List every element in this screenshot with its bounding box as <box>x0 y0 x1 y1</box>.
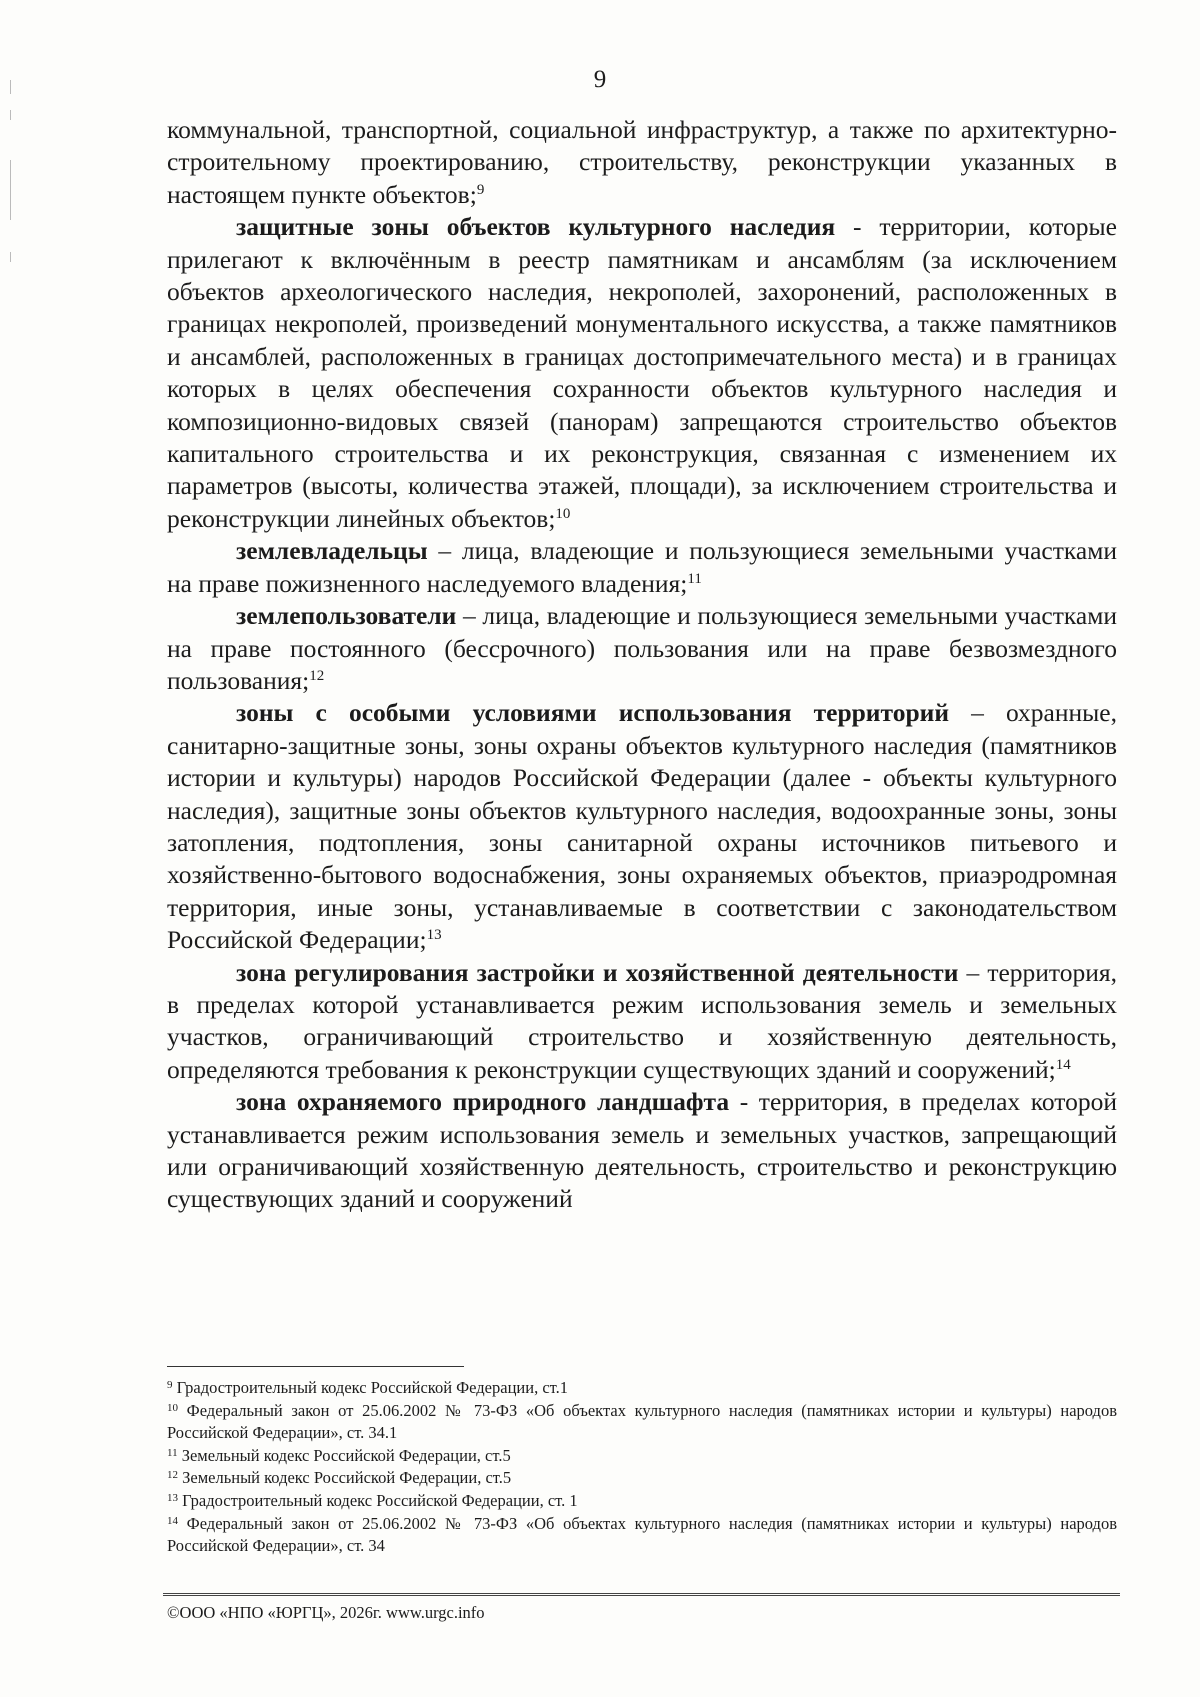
paragraph-text: – территория, в пределах которой устанавливается режим использования земель и земельных участков, ограничивающий строительство и хозяйственную деятельность, определяются требования к реконструкции существующих зданий и сооружений; <box>167 957 1117 1084</box>
footnote-number: 14 <box>167 1514 178 1527</box>
paragraph <box>167 600 1117 697</box>
footnote-ref: 9 <box>476 181 485 198</box>
footnote <box>167 1400 1117 1445</box>
paragraph-text: – лица, владеющие и пользующиеся земельными участками на праве постоянного (бессрочного) пользования или на праве безвозмездного пользования; <box>167 601 1117 695</box>
paragraph <box>167 535 1117 600</box>
footnote-number: 10 <box>167 1401 178 1414</box>
paragraph-text: коммунальной, транспортной, социальной инфраструктур, а также по архитектурно-строительному проектированию, строительству, реконструкции указанных в настоящем пункте объектов; <box>167 115 1117 209</box>
footnote-text: Федеральный закон от 25.06.2002 № 73-ФЗ «Об объектах культурного наследия (памятниках истории и культуры) народов Российской Федерации», ст. 34.1 <box>167 1400 1117 1443</box>
scan-edge-mark <box>10 110 11 120</box>
scan-edge-mark <box>10 252 11 262</box>
paragraph-text: – охранные, санитарно-защитные зоны, зоны охраны объектов культурного наследия (памятников истории и культуры) народов Российской Федерации (далее - объекты культурного наследия), защитные зоны объектов культурного наследия, водоохранные зоны, зоны затопления, подтопления, зоны санитарной охраны источников питьевого и хозяйственно-бытового водоснабжения, зоны охраняемых объектов, приаэродромная территория, иные зоны, устанавливаемые в соответствии с законодательством Российской Федерации; <box>167 698 1117 955</box>
footnote-text: Градостроительный кодекс Российской Федерации, ст.1 <box>172 1378 568 1397</box>
paragraph <box>167 211 1117 535</box>
footnote-ref: 12 <box>309 667 325 684</box>
paragraph-text: - территории, которые прилегают к включённым в реестр памятникам и ансамблям (за исключением объектов археологического наследия, некрополей, захоронений, расположенных в границах некрополей, произведений монументального искусства, а также памятников и ансамблей, расположенных в границах достопримечательного места) и в границах которых в целях обеспечения сохранности объектов культурного наследия и композиционно-видовых связей (панорам) запрещаются строительство объектов капитального строительства и их реконструкция, связанная с изменением их параметров (высоты, количества этажей, площади), за исключением строительства и реконструкции линейных объектов; <box>167 212 1117 533</box>
paragraph <box>167 1086 1117 1216</box>
footnote-ref: 10 <box>555 505 571 522</box>
footnote <box>167 1467 1117 1490</box>
footnote <box>167 1490 1117 1513</box>
footnote-text: Земельный кодекс Российской Федерации, ст.5 <box>178 1468 512 1488</box>
document-body <box>167 114 1117 1216</box>
footnote <box>167 1513 1117 1558</box>
footnote-ref: 13 <box>426 927 442 944</box>
footnote-number: 9 <box>167 1379 173 1391</box>
paragraph-text: – лица, владеющие и пользующиеся земельными участками на праве пожизненного наследуемого владения; <box>167 536 1117 598</box>
defined-term: защитные зоны объектов культурного наследия <box>236 212 836 242</box>
defined-term: землевладельцы <box>236 536 428 566</box>
scan-edge-mark <box>10 160 11 220</box>
footnote-text: Градостроительный кодекс Российской Федерации, ст. 1 <box>178 1490 578 1510</box>
paragraph-text: - территория, в пределах которой устанавливается режим использования земель и земельных участков, запрещающий или ограничивающий хозяйственную деятельность, строительство и реконструкцию существующих зданий и сооружений <box>167 1087 1117 1214</box>
footnote-text: Земельный кодекс Российской Федерации, ст.5 <box>177 1445 511 1465</box>
footnote-text: Федеральный закон от 25.06.2002 № 73-ФЗ «Об объектах культурного наследия (памятниках истории и культуры) народов Российской Федерации», ст. 34 <box>167 1513 1117 1556</box>
defined-term: зона регулирования застройки и хозяйственной деятельности <box>236 957 959 987</box>
footer-copyright: ©ООО «НПО «ЮРГЦ», 2026г. www.urgc.info <box>167 1603 485 1622</box>
page-number: 9 <box>593 66 607 93</box>
footnote-number: 11 <box>167 1446 178 1459</box>
paragraph <box>167 114 1117 211</box>
footnote <box>167 1377 1117 1400</box>
footer-rule <box>163 1593 1120 1596</box>
footnote-ref: 11 <box>687 570 702 587</box>
footnote-number: 12 <box>167 1469 178 1482</box>
paragraph <box>167 957 1117 1087</box>
footnote-number: 13 <box>167 1491 178 1504</box>
footnote-ref: 14 <box>1055 1056 1071 1073</box>
defined-term: землепользователи <box>236 601 457 631</box>
footnote-separator <box>167 1366 464 1367</box>
defined-term: зона охраняемого природного ландшафта <box>236 1087 730 1117</box>
footnote <box>167 1445 1117 1468</box>
footnotes <box>167 1377 1117 1558</box>
defined-term: зоны с особыми условиями использования территорий <box>236 698 950 728</box>
paragraph <box>167 697 1117 956</box>
